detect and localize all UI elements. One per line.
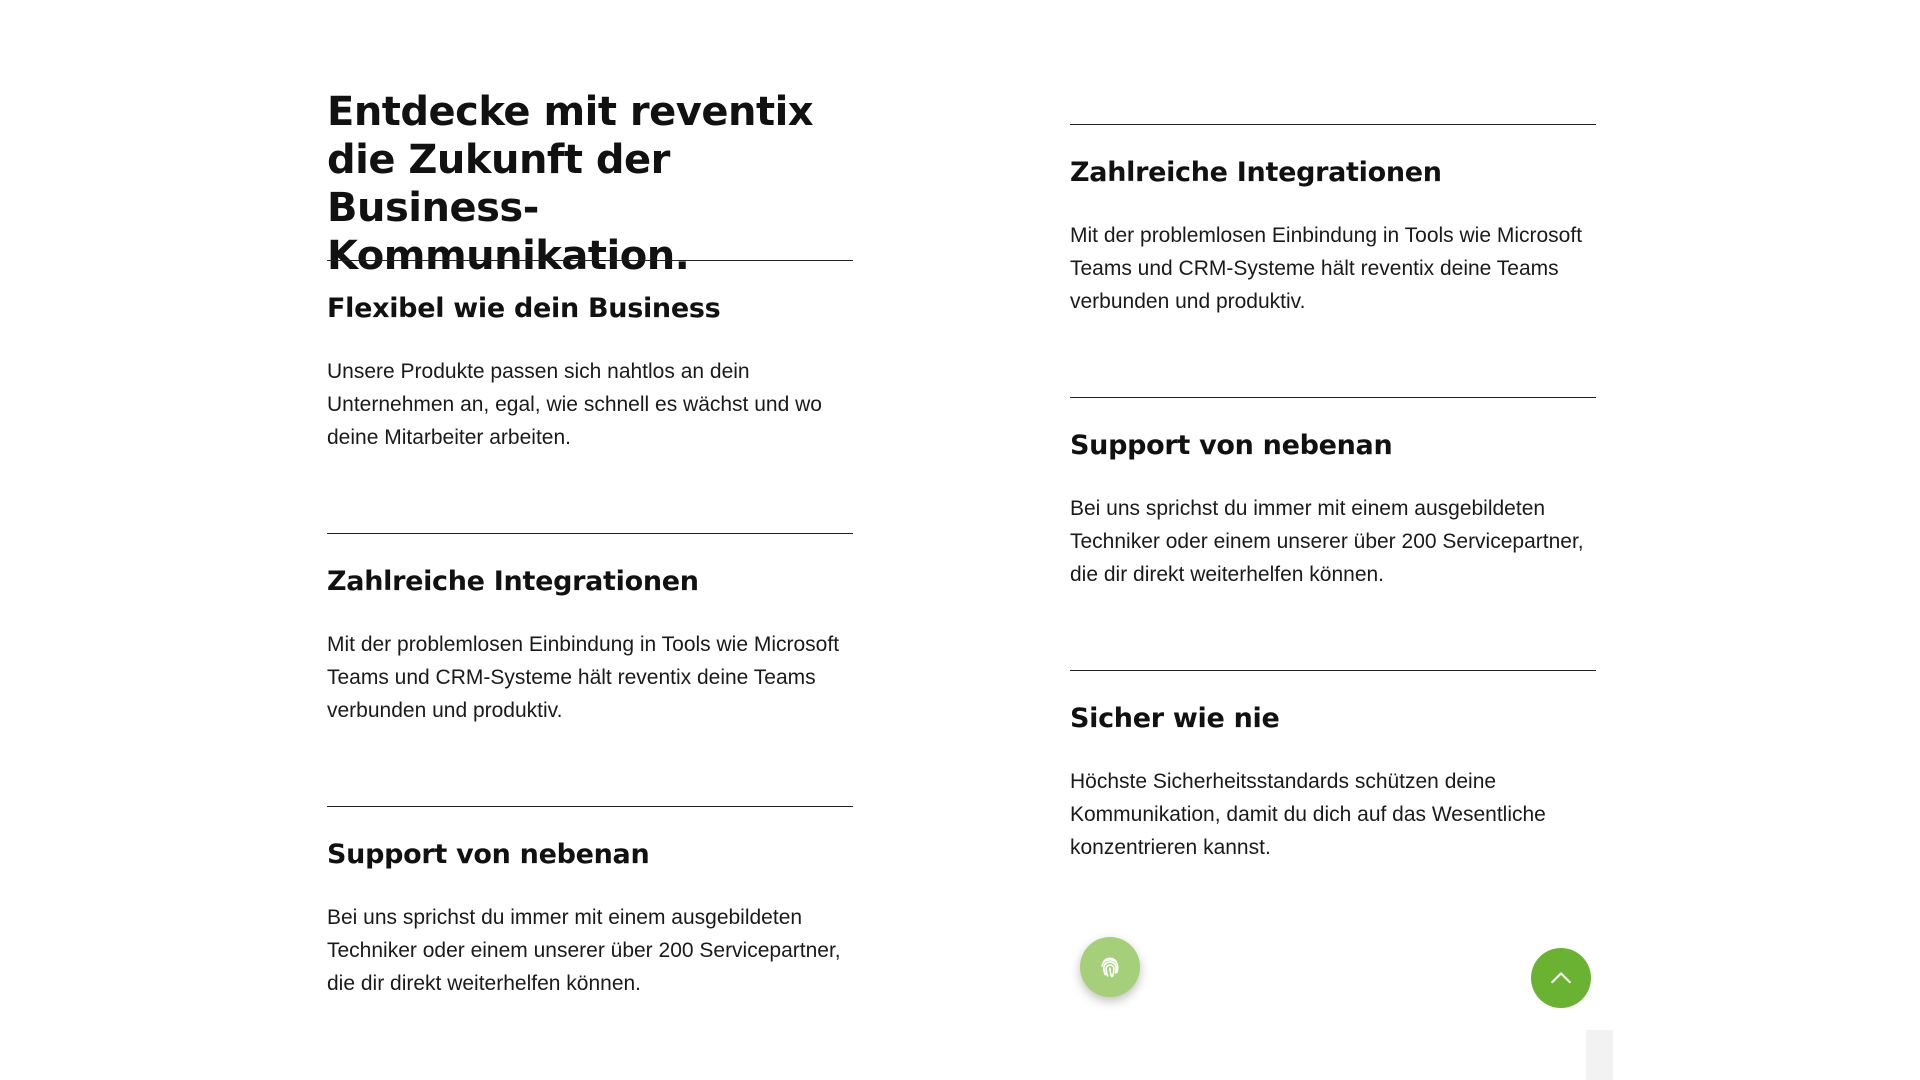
feature-item: [1070, 670, 1596, 913]
feature-item: [327, 260, 853, 503]
feature-title: Flexibel wie dein Business: [327, 293, 721, 324]
feature-description: Unsere Produkte passen sich nahtlos an dein Unternehmen an, egal, wie schnell es wächst und wo deine Mitarbeiter arbeiten.: [327, 360, 822, 449]
feature-title: Zahlreiche Integrationen: [1070, 157, 1442, 188]
feature-item: [1070, 397, 1596, 640]
feature-title: Zahlreiche Integrationen: [327, 566, 699, 597]
viewport-cutoff: [0, 1000, 1920, 1080]
feature-description: Mit der problemlosen Einbindung in Tools wie Microsoft Teams und CRM-Systeme hält reventix deine Teams verbunden und produktiv.: [1070, 224, 1583, 313]
chevron-up-icon: [1547, 964, 1575, 992]
feature-column-left: [327, 260, 853, 1079]
scrollbar-track[interactable]: [1586, 1030, 1613, 1080]
feature-description: Bei uns sprichst du immer mit einem ausgebildeten Techniker oder einem unserer über 200 Servicepartner, die dir direkt weiterhelfen können.: [1070, 497, 1584, 586]
feature-item: [1070, 124, 1596, 367]
feature-description: Mit der problemlosen Einbindung in Tools wie Microsoft Teams und CRM-Systeme hält reventix deine Teams verbunden und produktiv.: [327, 633, 840, 722]
feature-description: Höchste Sicherheitsstandards schützen deine Kommunikation, damit du dich auf das Wesentliche konzentrieren kannst.: [1070, 770, 1546, 859]
feature-title: Support von nebenan: [327, 839, 650, 870]
page-headline: Entdecke mit reventix die Zukunft der Business-Kommunikation.: [327, 89, 814, 279]
feature-title: Support von nebenan: [1070, 430, 1393, 461]
cookie-settings-button[interactable]: [1080, 937, 1140, 997]
fingerprint-icon: [1096, 953, 1124, 981]
feature-title: Sicher wie nie: [1070, 703, 1280, 734]
feature-column-right: [1070, 124, 1596, 943]
scroll-to-top-button[interactable]: [1531, 948, 1591, 1008]
feature-description: Bei uns sprichst du immer mit einem ausgebildeten Techniker oder einem unserer über 200 Servicepartner, die dir direkt weiterhelfen können.: [327, 906, 841, 995]
feature-item: [327, 533, 853, 776]
